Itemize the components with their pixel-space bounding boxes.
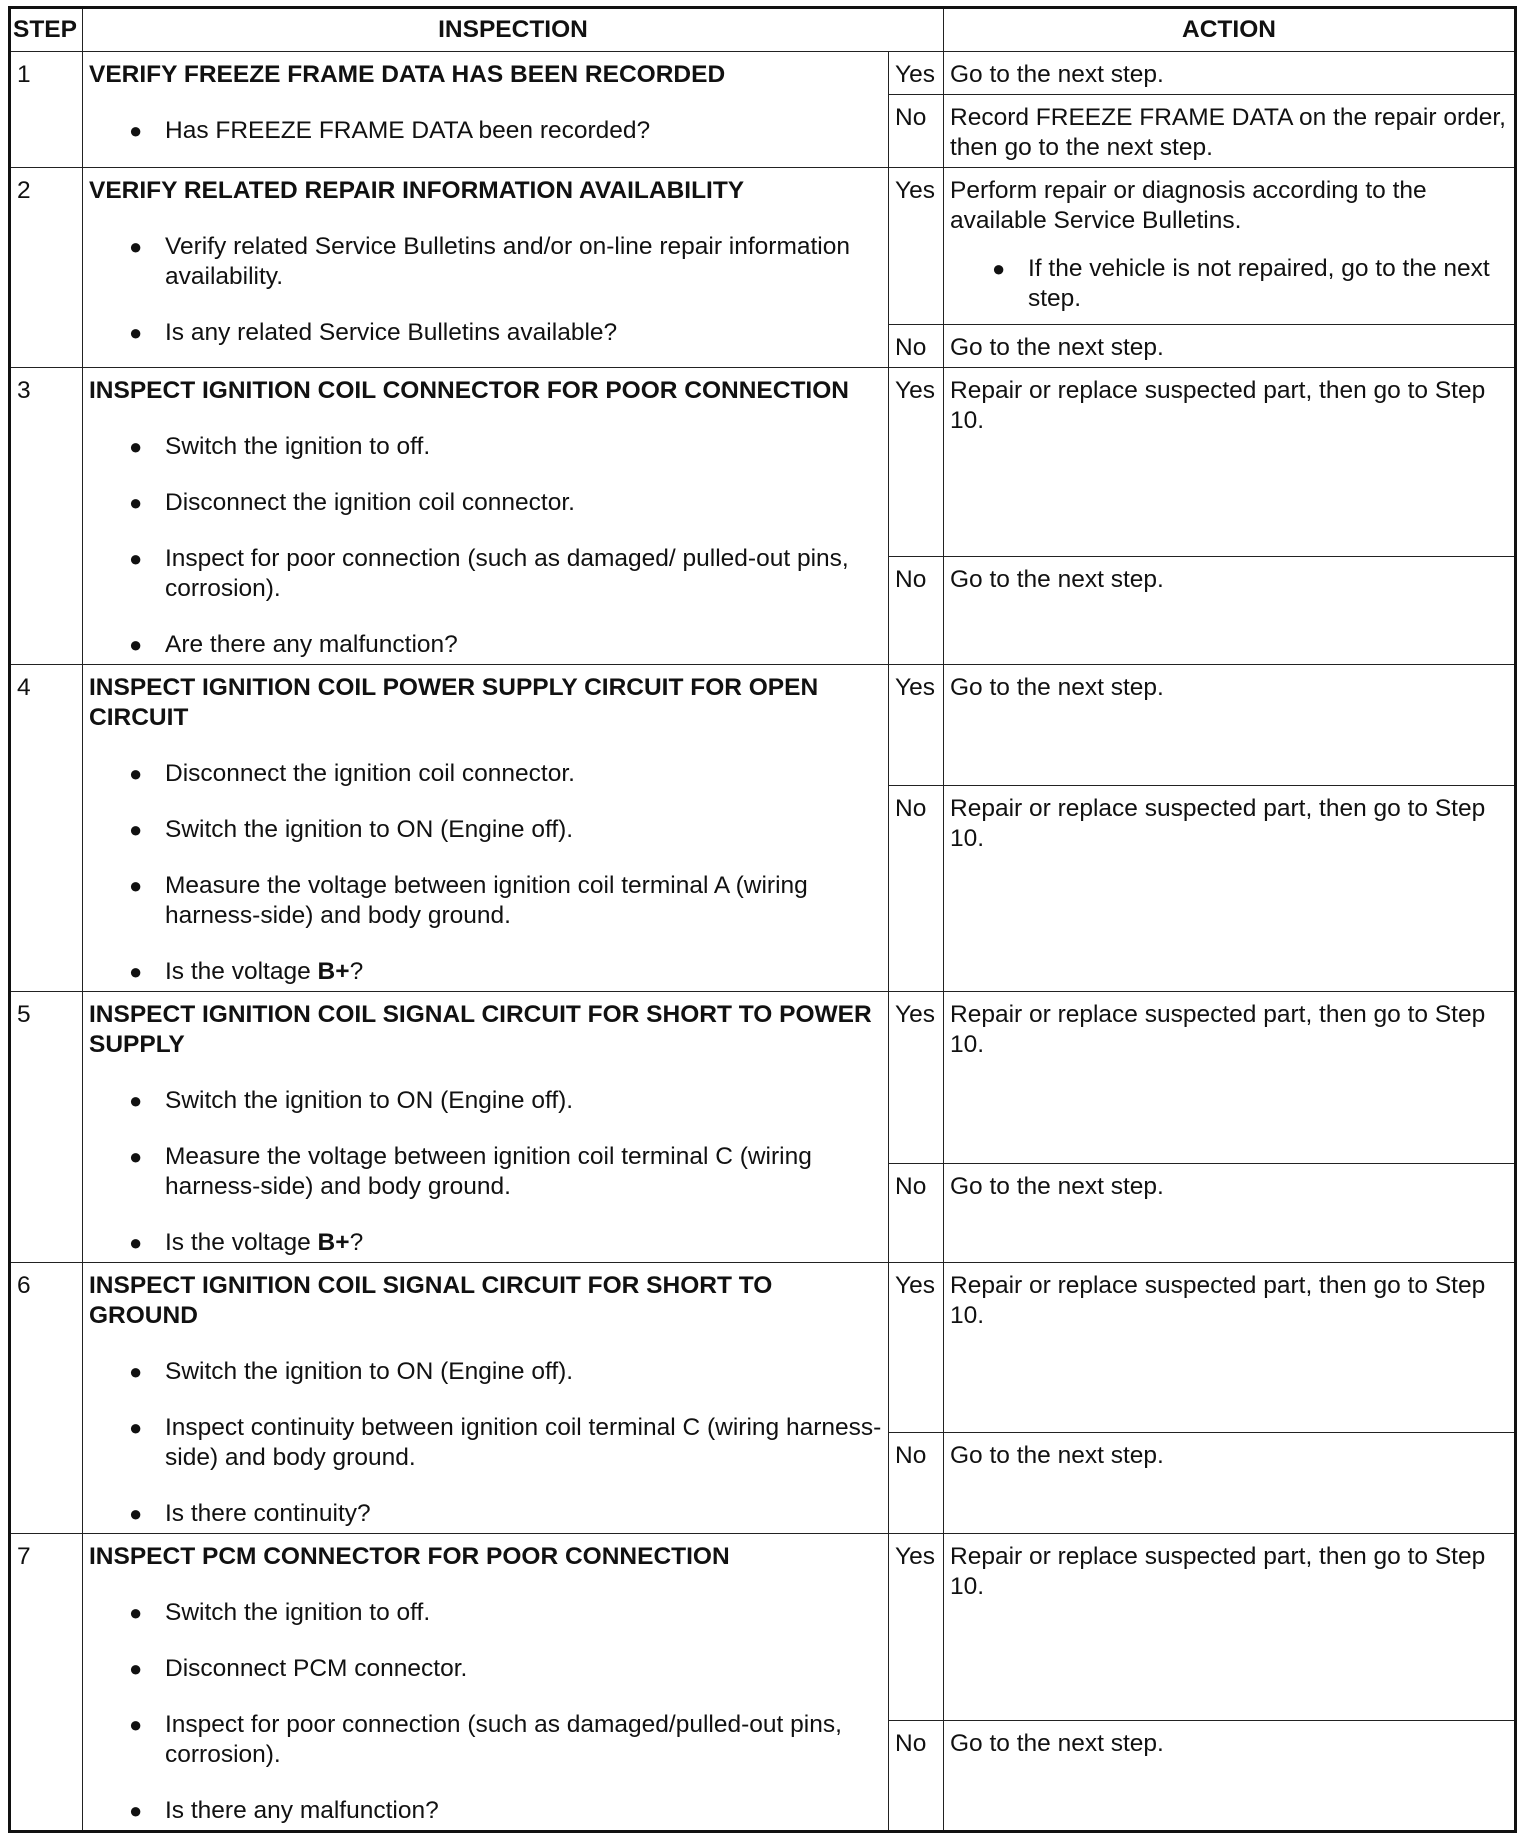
- yes-action: Repair or replace suspected part, then go to Step 10.: [944, 1534, 1516, 1721]
- inspection-bullets: [89, 759, 882, 987]
- inspection-bullets: [89, 1357, 882, 1529]
- yes-action: Repair or replace suspected part, then go to Step 10.: [944, 1263, 1516, 1433]
- diagnostic-table: [8, 6, 1517, 1833]
- bullet-item: ● Measure the voltage between ignition coil terminal A (wiring harness-side) and body ground.: [89, 871, 882, 931]
- inspection-title: VERIFY RELATED REPAIR INFORMATION AVAILABILITY: [89, 177, 745, 204]
- no-label: No: [889, 556, 944, 664]
- yes-action: Go to the next step.: [944, 52, 1516, 95]
- yes-label: Yes: [889, 665, 944, 786]
- bullet-item: [89, 1228, 882, 1258]
- yes-action: Go to the next step.: [944, 665, 1516, 786]
- inspection-title: INSPECT IGNITION COIL SIGNAL CIRCUIT FOR SHORT TO GROUND: [89, 1272, 773, 1329]
- inspection-column-header: INSPECTION: [83, 8, 944, 52]
- no-action: Go to the next step.: [944, 1163, 1516, 1262]
- action-column-header: ACTION: [944, 8, 1516, 52]
- sub-bullet-item: ● If the vehicle is not repaired, go to the next step.: [950, 254, 1508, 314]
- yes-action: Perform repair or diagnosis according to the available Service Bulletins.: [950, 177, 1427, 234]
- no-label: No: [889, 325, 944, 368]
- bullet-item: ● Is any related Service Bulletins available?: [89, 318, 882, 348]
- yes-action-cell: [944, 168, 1516, 325]
- table-row: [10, 665, 1516, 786]
- voltage-value: B+: [317, 958, 350, 985]
- no-label: No: [889, 95, 944, 168]
- no-action: Repair or replace suspected part, then go to Step 10.: [944, 786, 1516, 992]
- no-action: Go to the next step.: [944, 1432, 1516, 1533]
- bullet-text-end: ?: [349, 1229, 364, 1256]
- yes-label: Yes: [889, 1534, 944, 1721]
- inspection-title: INSPECT IGNITION COIL POWER SUPPLY CIRCUIT FOR OPEN CIRCUIT: [89, 674, 819, 731]
- voltage-value: B+: [317, 1229, 350, 1256]
- table-row: [10, 1263, 1516, 1433]
- no-action: Go to the next step.: [944, 556, 1516, 664]
- no-label: No: [889, 1163, 944, 1262]
- bullet-item: ● Are there any malfunction?: [89, 630, 882, 660]
- yes-label: Yes: [889, 168, 944, 325]
- table-row: [10, 368, 1516, 557]
- no-action: Record FREEZE FRAME DATA on the repair order, then go to the next step.: [944, 95, 1516, 168]
- step-column-header: STEP: [10, 8, 83, 52]
- table-row: [10, 168, 1516, 325]
- inspection-cell: [83, 168, 889, 368]
- bullet-item: ● Inspect for poor connection (such as damaged/pulled-out pins, corrosion).: [89, 1710, 882, 1770]
- inspection-cell: [83, 52, 889, 168]
- yes-action: Repair or replace suspected part, then go to Step 10.: [944, 992, 1516, 1164]
- bullet-item: ● Switch the ignition to off.: [89, 1598, 882, 1628]
- inspection-cell: [83, 368, 889, 665]
- table-row: [10, 1534, 1516, 1721]
- bullet-text: Is the voltage: [165, 958, 318, 985]
- inspection-cell: [83, 665, 889, 992]
- step-number: 1: [10, 52, 83, 168]
- inspection-bullets: [89, 432, 882, 660]
- inspection-title: INSPECT IGNITION COIL SIGNAL CIRCUIT FOR SHORT TO POWER SUPPLY: [89, 1001, 872, 1058]
- step-number: 2: [10, 168, 83, 368]
- inspection-bullets: [89, 1598, 882, 1826]
- inspection-bullets: [89, 232, 882, 348]
- inspection-cell: [83, 1263, 889, 1534]
- bullet-item: [89, 957, 882, 987]
- inspection-cell: [83, 1534, 889, 1832]
- inspection-title: VERIFY FREEZE FRAME DATA HAS BEEN RECORDED: [89, 61, 726, 88]
- step-number: 3: [10, 368, 83, 665]
- inspection-bullets: [89, 116, 882, 146]
- bullet-item: ● Disconnect the ignition coil connector.: [89, 488, 882, 518]
- bullet-item: ● Is there any malfunction?: [89, 1796, 882, 1826]
- bullet-item: ● Measure the voltage between ignition coil terminal C (wiring harness-side) and body ground.: [89, 1142, 882, 1202]
- inspection-title: INSPECT PCM CONNECTOR FOR POOR CONNECTION: [89, 1543, 730, 1570]
- yes-label: Yes: [889, 992, 944, 1164]
- bullet-item: ● Switch the ignition to off.: [89, 432, 882, 462]
- bullet-item: ● Switch the ignition to ON (Engine off).: [89, 1086, 882, 1116]
- no-action: Go to the next step.: [944, 325, 1516, 368]
- bullet-item: ● Has FREEZE FRAME DATA been recorded?: [89, 116, 882, 146]
- bullet-item: ● Is there continuity?: [89, 1499, 882, 1529]
- bullet-item: ● Inspect for poor connection (such as damaged/ pulled-out pins, corrosion).: [89, 544, 882, 604]
- bullet-text-end: ?: [349, 958, 364, 985]
- step-number: 6: [10, 1263, 83, 1534]
- yes-label: Yes: [889, 52, 944, 95]
- bullet-item: ● Disconnect PCM connector.: [89, 1654, 882, 1684]
- no-action: Go to the next step.: [944, 1721, 1516, 1832]
- yes-action: Repair or replace suspected part, then go to Step 10.: [944, 368, 1516, 557]
- step-number: 4: [10, 665, 83, 992]
- table-row: [10, 52, 1516, 95]
- step-number: 7: [10, 1534, 83, 1832]
- bullet-item: ● Switch the ignition to ON (Engine off).: [89, 815, 882, 845]
- bullet-item: ● Inspect continuity between ignition coil terminal C (wiring harness-side) and body ground.: [89, 1413, 882, 1473]
- yes-label: Yes: [889, 1263, 944, 1433]
- no-label: No: [889, 1432, 944, 1533]
- no-label: No: [889, 1721, 944, 1832]
- inspection-bullets: [89, 1086, 882, 1258]
- yes-label: Yes: [889, 368, 944, 557]
- yes-action-sub-bullets: [950, 254, 1508, 314]
- step-number: 5: [10, 992, 83, 1263]
- no-label: No: [889, 786, 944, 992]
- bullet-item: ● Verify related Service Bulletins and/or on-line repair information availability.: [89, 232, 882, 292]
- inspection-cell: [83, 992, 889, 1263]
- inspection-title: INSPECT IGNITION COIL CONNECTOR FOR POOR CONNECTION: [89, 377, 849, 404]
- bullet-item: ● Switch the ignition to ON (Engine off).: [89, 1357, 882, 1387]
- table-header-row: [10, 8, 1516, 52]
- bullet-item: ● Disconnect the ignition coil connector.: [89, 759, 882, 789]
- table-row: [10, 992, 1516, 1164]
- bullet-text: Is the voltage: [165, 1229, 318, 1256]
